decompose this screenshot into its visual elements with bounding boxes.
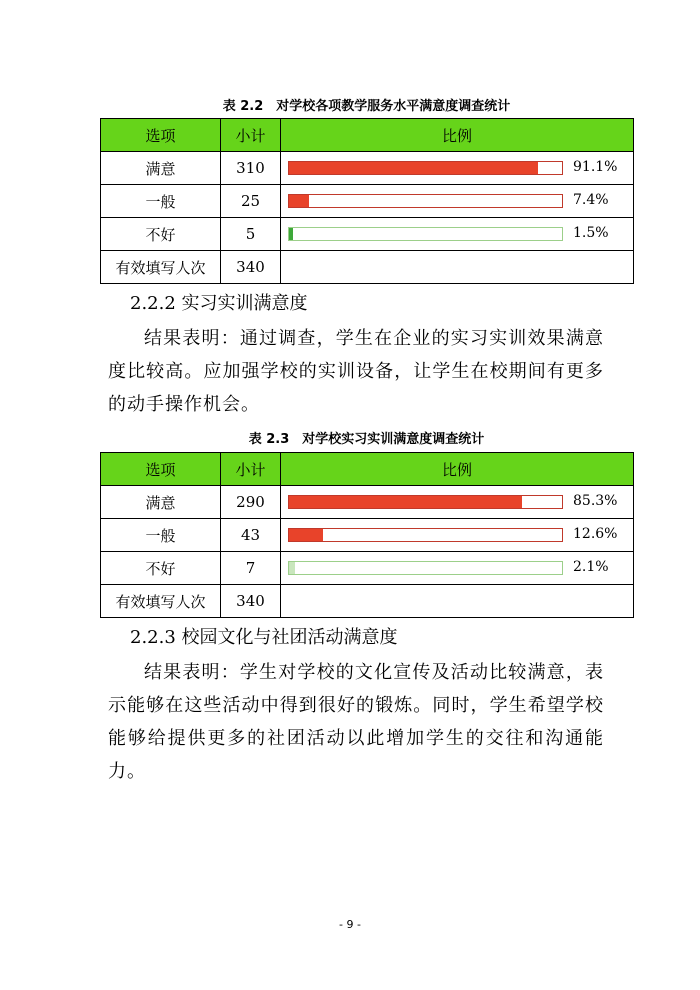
ratio-percent: 1.5% xyxy=(573,225,609,241)
section-heading-2-2-2: 2.2.2 实习实训满意度 xyxy=(130,293,308,314)
table-row xyxy=(101,152,634,185)
table-row xyxy=(101,185,634,218)
header-ratio: 比例 xyxy=(281,119,634,152)
row-count: 25 xyxy=(221,185,281,218)
section-paragraph: 结果表明：学生对学校的文化宣传及活动比较满意，表示能够在这些活动中得到很好的锻炼。同时，学生希望学校能够给提供更多的社团活动以此增加学生的交往和沟通能力。 xyxy=(108,662,604,782)
ratio-bar xyxy=(288,528,563,542)
header-option: 选项 xyxy=(101,119,221,152)
section-paragraph: 结果表明：通过调查，学生在企业的实习实训效果满意度比较高。应加强学校的实训设备，让学生在校期间有更多的动手操作机会。 xyxy=(108,328,604,415)
table-header-row xyxy=(101,453,634,486)
row-option: 不好 xyxy=(101,552,221,585)
ratio-bar-fill xyxy=(289,529,323,541)
table-2-3-caption: 表 2.3 对学校实习实训满意度调查统计 xyxy=(248,432,485,447)
table-total-row xyxy=(101,251,634,284)
row-ratio xyxy=(281,519,634,552)
table-total-row xyxy=(101,585,634,618)
row-option: 一般 xyxy=(101,185,221,218)
table-2-3 xyxy=(100,452,634,618)
ratio-percent: 91.1% xyxy=(573,159,618,175)
ratio-bar-fill xyxy=(289,562,295,574)
total-label: 有效填写人次 xyxy=(101,251,221,284)
total-empty xyxy=(281,585,634,618)
ratio-bar-fill xyxy=(289,162,538,174)
section-heading-2-2-3: 2.2.3 校园文化与社团活动满意度 xyxy=(130,627,398,648)
total-empty xyxy=(281,251,634,284)
row-ratio xyxy=(281,185,634,218)
header-count: 小计 xyxy=(221,453,281,486)
ratio-percent: 2.1% xyxy=(573,559,609,575)
row-option: 一般 xyxy=(101,519,221,552)
ratio-percent: 85.3% xyxy=(573,493,618,509)
row-option: 不好 xyxy=(101,218,221,251)
ratio-percent: 7.4% xyxy=(573,192,609,208)
row-ratio xyxy=(281,218,634,251)
table-header-row xyxy=(101,119,634,152)
ratio-bar-fill xyxy=(289,195,309,207)
table-row xyxy=(101,519,634,552)
header-option: 选项 xyxy=(101,453,221,486)
row-count: 7 xyxy=(221,552,281,585)
ratio-bar xyxy=(288,561,563,575)
row-ratio xyxy=(281,152,634,185)
row-option: 满意 xyxy=(101,486,221,519)
row-option: 满意 xyxy=(101,152,221,185)
table-2-2-caption: 表 2.2 对学校各项教学服务水平满意度调查统计 xyxy=(222,99,511,114)
ratio-bar xyxy=(288,161,563,175)
header-count: 小计 xyxy=(221,119,281,152)
total-count: 340 xyxy=(221,251,281,284)
row-ratio xyxy=(281,552,634,585)
ratio-percent: 12.6% xyxy=(573,526,618,542)
ratio-bar xyxy=(288,227,563,241)
table-row xyxy=(101,552,634,585)
header-ratio: 比例 xyxy=(281,453,634,486)
total-label: 有效填写人次 xyxy=(101,585,221,618)
page-number: - 9 - xyxy=(339,918,361,931)
row-count: 310 xyxy=(221,152,281,185)
total-count: 340 xyxy=(221,585,281,618)
ratio-bar xyxy=(288,495,563,509)
table-row xyxy=(101,486,634,519)
row-count: 290 xyxy=(221,486,281,519)
ratio-bar xyxy=(288,194,563,208)
ratio-bar-fill xyxy=(289,228,293,240)
row-count: 43 xyxy=(221,519,281,552)
table-2-2 xyxy=(100,118,634,284)
table-row xyxy=(101,218,634,251)
ratio-bar-fill xyxy=(289,496,522,508)
row-count: 5 xyxy=(221,218,281,251)
row-ratio xyxy=(281,486,634,519)
